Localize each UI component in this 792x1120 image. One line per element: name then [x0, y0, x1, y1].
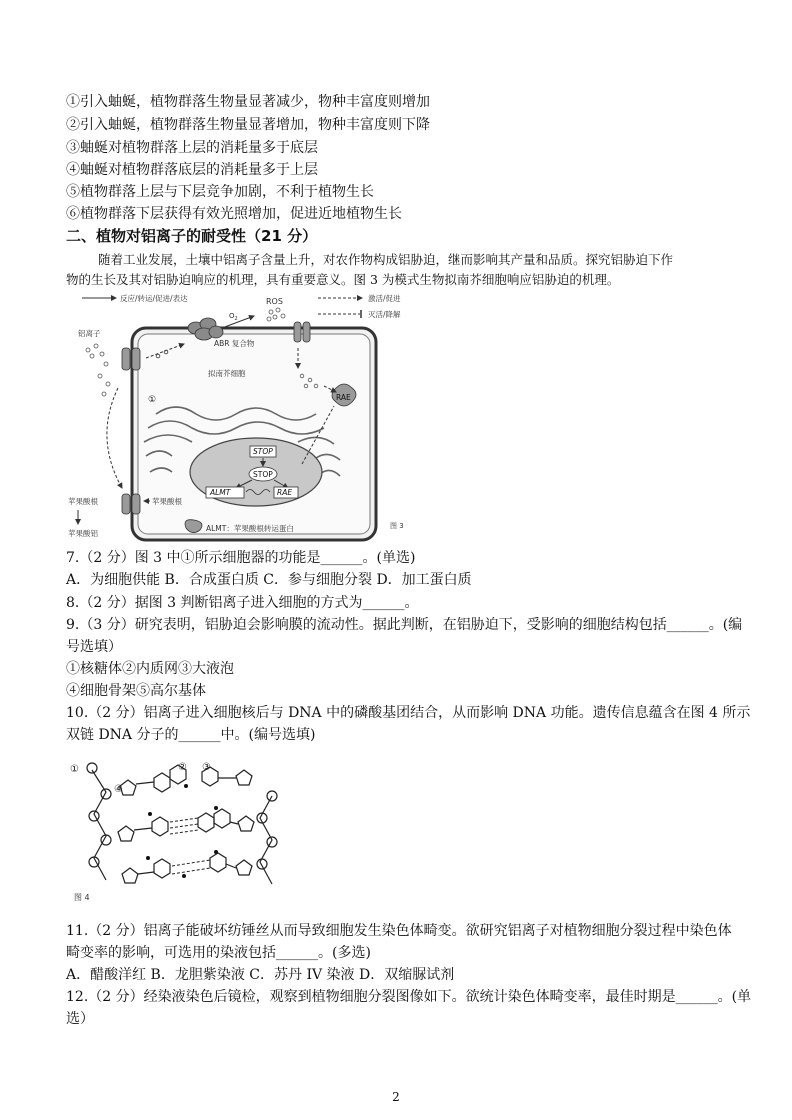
q11-line-2: 畸变率的影响，可选用的染液包括______。(多选) [66, 945, 371, 961]
al-ion-dots [86, 344, 110, 396]
q10-line-2: 双链 DNA 分子的______中。(编号选填) [66, 727, 316, 743]
q9-option-2: ④细胞骨架⑤高尔基体 [66, 683, 206, 699]
label-1: ① [70, 764, 79, 775]
q10-line-1: 10.（2 分）铝离子进入细胞核后与 DNA 中的磷酸基团结合，从而影响 DNA 功能。遗传信息蕴含在图 4 所示 [66, 705, 751, 721]
option-6: ⑥植物群落下层获得有效光照增加，促进近地植物生长 [66, 206, 402, 222]
organelle-marker: ① [148, 395, 157, 405]
q11-line-1: 11.（2 分）铝离子能破坏纺锤丝从而导致细胞发生染色体畸变。欲研究铝离子对植物细胞分裂过程中染色体 [66, 923, 732, 939]
q8: 8.（2 分）据图 3 判断铝离子进入细胞的方式为______。 [66, 595, 419, 611]
q9-line-1: 9.（3 分）研究表明，铝胁迫会影响膜的流动性。据此判断，在铝胁迫下，受影响的细胞结构包括______。(编 [66, 617, 743, 633]
stop-gene: STOP [253, 447, 273, 456]
q11-options: A．醋酸洋红 B．龙胆紫染液 C．苏丹 IV 染液 D．双缩脲试剂 [66, 967, 455, 983]
almt-label: ALMT：苹果酸根转运蛋白 [206, 524, 294, 533]
cell-label: 拟南芥细胞 [208, 369, 246, 378]
label-4: ④ [114, 784, 123, 795]
malate-al: 苹果酸铝 [68, 529, 98, 538]
legend-dashed-bar: 灭活/降解 [368, 310, 401, 319]
q9-option-1: ①核糖体②内质网③大液泡 [66, 661, 234, 677]
intro-line-2: 物的生长及其对铝胁迫响应的机理，具有重要意义。图 3 为模式生物拟南芥细胞响应铝胁迫的机理。 [66, 272, 620, 287]
stop-protein: STOP [253, 470, 273, 479]
label-2: ② [178, 762, 187, 773]
option-5: ⑤植物群落上层与下层竞争加剧，不利于植物生长 [66, 184, 374, 200]
q7: 7.（2 分）图 3 中①所示细胞器的功能是______。(单选) [66, 550, 416, 566]
q7-options: A．为细胞供能 B．合成蛋白质 C．参与细胞分裂 D．加工蛋白质 [66, 572, 472, 588]
abr-label: ABR 复合物 [214, 339, 255, 348]
legend-dashed-arrow: 激活/促进 [368, 294, 401, 303]
q12-line-2: 选） [66, 1011, 94, 1027]
figure-3-label: 图 3 [390, 522, 404, 530]
page-number: 2 [392, 1090, 400, 1104]
ros-label: ROS [266, 297, 283, 306]
ros-dots [267, 308, 285, 321]
option-1: ①引入蚰蜒，植物群落生物量显著减少，物种丰富度则增加 [66, 94, 430, 110]
section-title: 二、植物对铝离子的耐受性（21 分） [66, 227, 318, 245]
figure-3 [66, 288, 416, 546]
option-2: ②引入蚰蜒，植物群落生物量显著增加，物种丰富度则下降 [66, 117, 430, 133]
legend-solid: 反应/转运/促进/表达 [120, 294, 188, 303]
intro-line-1: 随着工业发展，土壤中铝离子含量上升，对农作物构成铝胁迫，继而影响其产量和品质。探究铝胁迫下作 [98, 252, 674, 267]
rae-protein-label: RAE [336, 393, 351, 402]
al-ion-label: 铝离子 [78, 329, 101, 338]
almt-gene: ALMT [210, 488, 231, 497]
q12-line-1: 12.（2 分）经染液染色后镜检，观察到植物细胞分裂图像如下。欲统计染色体畸变率，最佳时期是______。(单 [66, 989, 752, 1005]
malate-outside: 苹果酸根 [68, 497, 98, 506]
option-4: ④蚰蜒对植物群落底层的消耗量多于上层 [66, 162, 318, 178]
o2-label: $O_2$ [229, 312, 238, 322]
label-3: ③ [202, 762, 211, 773]
figure-4 [66, 756, 286, 904]
q9-line-2: 号选填） [66, 639, 122, 655]
figure-4-label: 图 4 [74, 893, 90, 902]
malate-inside: 苹果酸根 [152, 497, 182, 506]
rae-gene: RAE [277, 488, 293, 497]
option-3: ③蚰蜒对植物群落上层的消耗量多于底层 [66, 140, 318, 156]
